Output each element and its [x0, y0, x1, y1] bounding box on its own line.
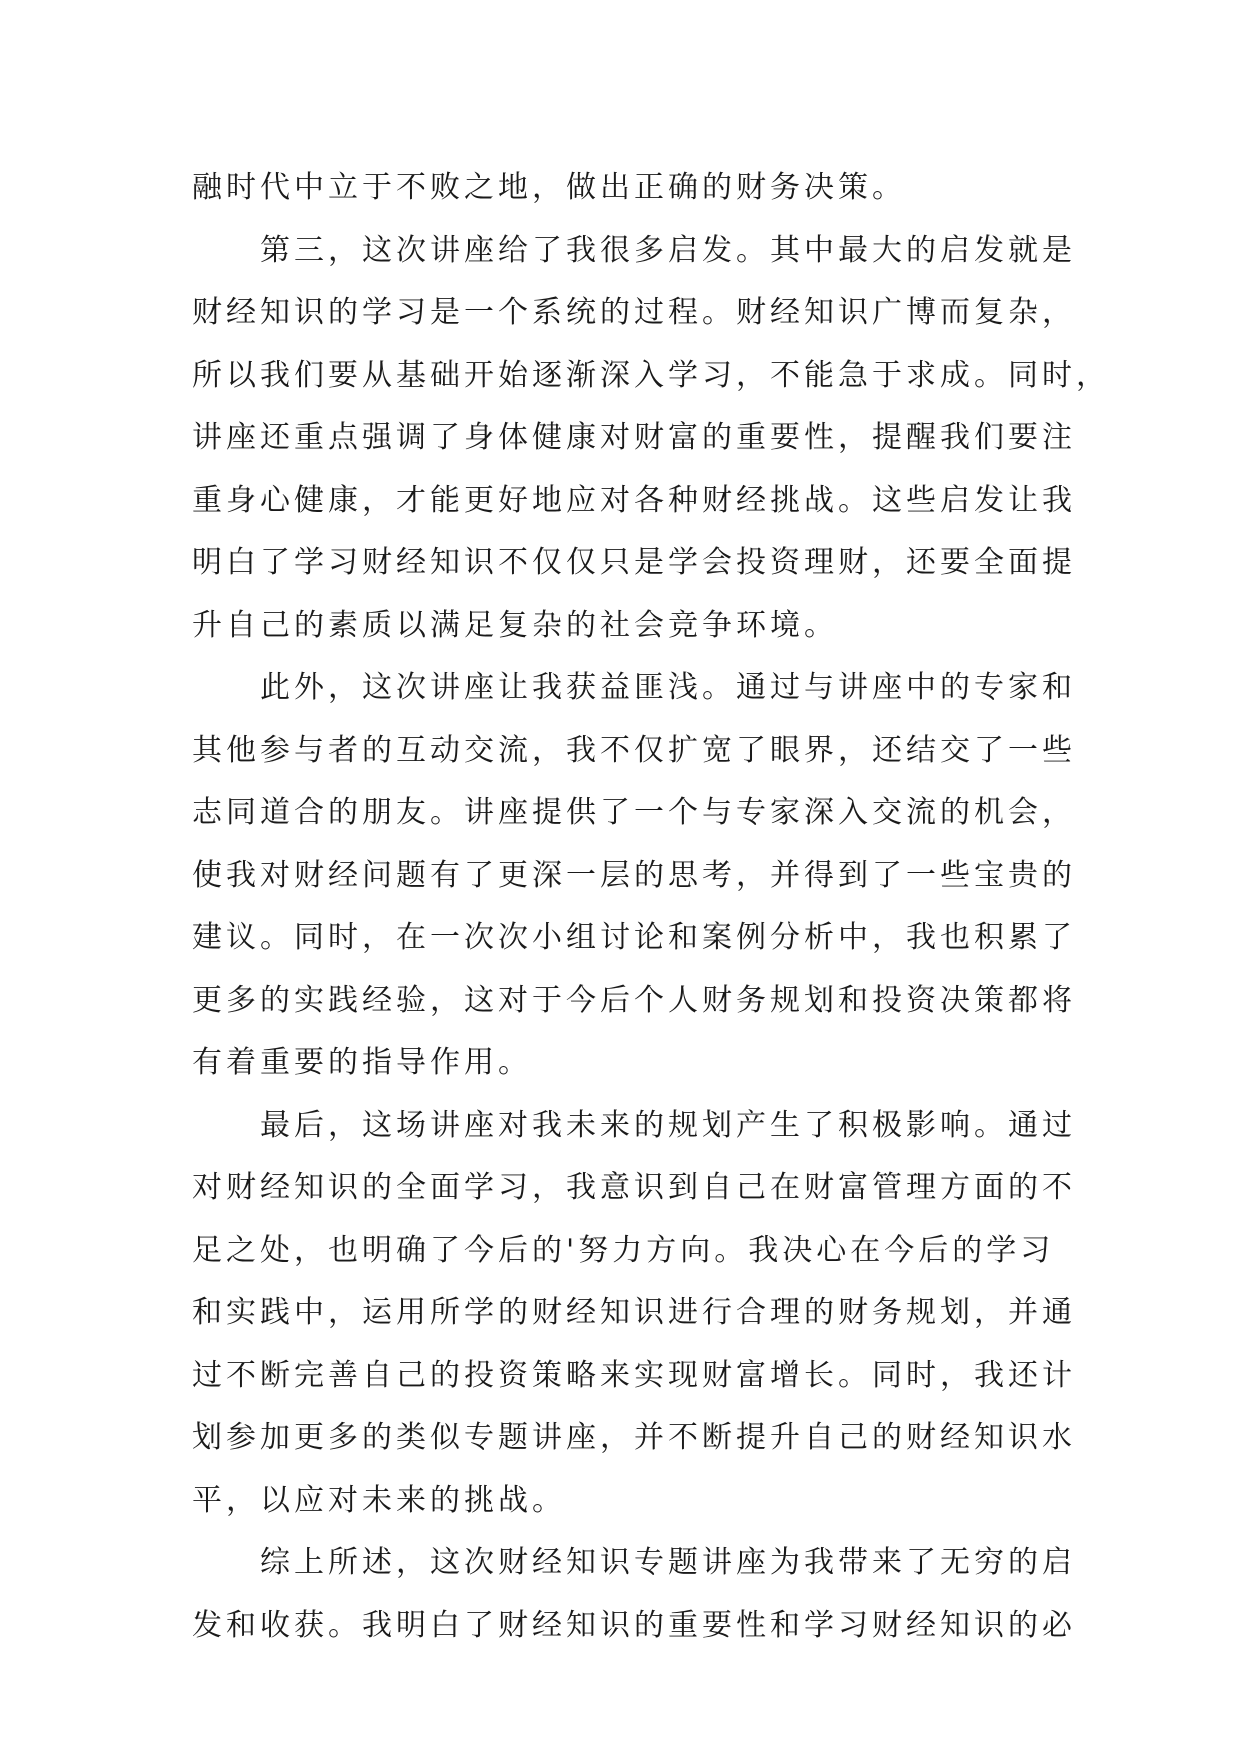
- text-line: 更多的实践经验，这对于今后个人财务规划和投资决策都将: [192, 982, 1076, 1018]
- text-line: 重身心健康，才能更好地应对各种财经挑战。这些启发让我: [192, 482, 1076, 518]
- text-line: 升自己的素质以满足复杂的社会竞争环境。: [192, 607, 838, 643]
- text-line: 对财经知识的全面学习，我意识到自己在财富管理方面的不: [192, 1170, 1076, 1205]
- text-line: 建议。同时，在一次次小组讨论和案例分析中，我也积累了: [192, 920, 1076, 955]
- paragraph-start-line: 最后，这场讲座对我未来的规划产生了积极影响。通过: [260, 1107, 1076, 1143]
- text-line: 融时代中立于不败之地，做出正确的财务决策。: [192, 170, 906, 205]
- text-line: 足之处，也明确了今后的'努力方向。我决心在今后的学习: [192, 1232, 1055, 1268]
- text-line: 划参加更多的类似专题讲座，并不断提升自己的财经知识水: [192, 1420, 1076, 1455]
- paragraph-start-line: 综上所述，这次财经知识专题讲座为我带来了无穷的启: [260, 1545, 1076, 1580]
- text-line: 讲座还重点强调了身体健康对财富的重要性，提醒我们要注: [192, 420, 1076, 455]
- text-line: 志同道合的朋友。讲座提供了一个与专家深入交流的机会，: [192, 795, 1076, 830]
- text-line: 使我对财经问题有了更深一层的思考，并得到了一些宝贵的: [192, 857, 1076, 893]
- text-line: 明白了学习财经知识不仅仅只是学会投资理财，还要全面提: [192, 545, 1076, 580]
- paragraph-start-line: 此外，这次讲座让我获益匪浅。通过与讲座中的专家和: [260, 670, 1076, 705]
- text-line: 和实践中，运用所学的财经知识进行合理的财务规划，并通: [192, 1295, 1076, 1330]
- text-line: 有着重要的指导作用。: [192, 1045, 532, 1080]
- text-line: 平，以应对未来的挑战。: [192, 1482, 566, 1518]
- body-text: [192, 157, 1110, 1657]
- text-line: 发和收获。我明白了财经知识的重要性和学习财经知识的必: [192, 1607, 1076, 1643]
- text-line: 所以我们要从基础开始逐渐深入学习，不能急于求成。同时，: [192, 357, 1110, 393]
- text-line: 财经知识的学习是一个系统的过程。财经知识广博而复杂，: [192, 295, 1076, 330]
- text-line: 过不断完善自己的投资策略来实现财富增长。同时，我还计: [192, 1357, 1076, 1393]
- text-line: 其他参与者的互动交流，我不仅扩宽了眼界，还结交了一些: [192, 732, 1076, 768]
- paragraph-start-line: 第三，这次讲座给了我很多启发。其中最大的启发就是: [260, 232, 1076, 268]
